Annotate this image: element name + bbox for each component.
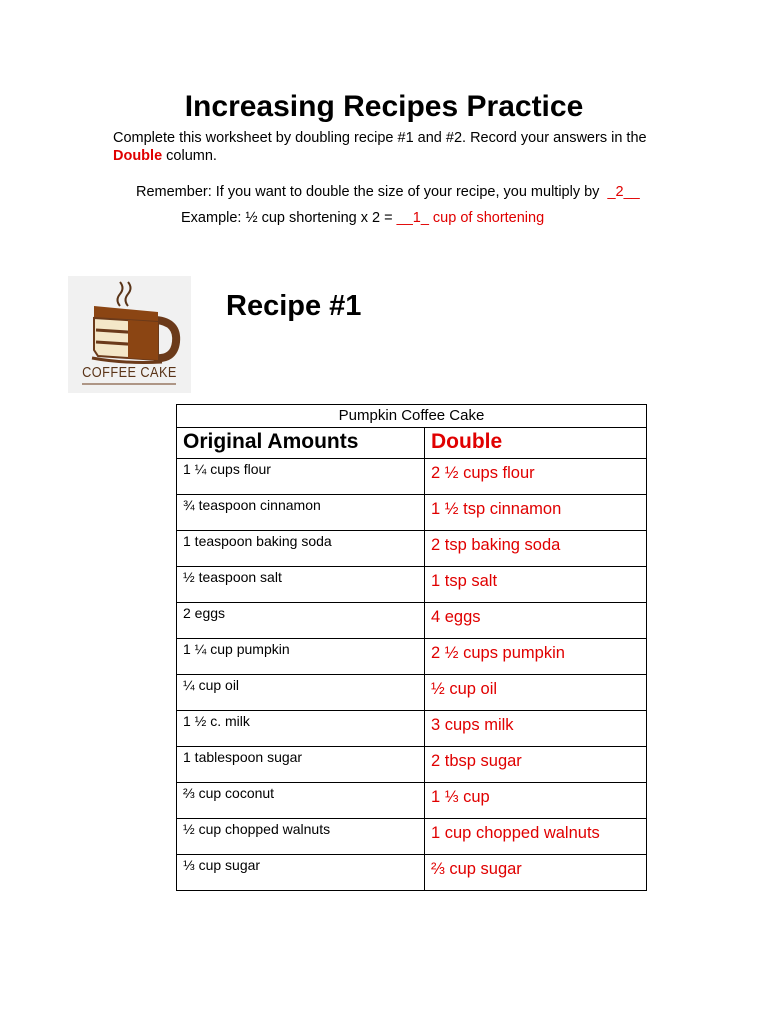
double-amount-cell: 1 ⅓ cup (425, 783, 647, 819)
original-amount-cell: 1 ½ c. milk (177, 711, 425, 747)
page-title: Increasing Recipes Practice (184, 90, 584, 123)
table-row (177, 819, 647, 855)
table-row (177, 747, 647, 783)
table-row (177, 531, 647, 567)
remember-line (136, 184, 640, 200)
example-answer: __1_ cup of shortening (396, 210, 545, 226)
original-amount-cell: 1 teaspoon baking soda (177, 531, 425, 567)
table-row (177, 459, 647, 495)
remember-answer: _2__ (607, 184, 640, 200)
table-row (177, 675, 647, 711)
remember-text: Remember: If you want to double the size of your recipe, you multiply by (136, 184, 600, 200)
original-amount-cell: ½ teaspoon salt (177, 567, 425, 603)
double-amount-cell: ⅔ cup sugar (425, 855, 647, 891)
table-row (177, 783, 647, 819)
double-amount-cell: 2 ½ cups pumpkin (425, 639, 647, 675)
double-amount-cell: ½ cup oil (425, 675, 647, 711)
instructions-text-end: column. (166, 148, 217, 164)
table-row (177, 855, 647, 891)
double-amount-cell: 1 ½ tsp cinnamon (425, 495, 647, 531)
example-text: Example: ½ cup shortening x 2 = (181, 210, 393, 226)
table-caption: Pumpkin Coffee Cake (177, 405, 647, 428)
instructions-text: Complete this worksheet by doubling recipe #1 and #2. Record your answers in the (113, 130, 647, 146)
original-amount-cell: ½ cup chopped walnuts (177, 819, 425, 855)
double-amount-cell: 4 eggs (425, 603, 647, 639)
original-amount-cell: ¾ teaspoon cinnamon (177, 495, 425, 531)
original-amount-cell: ¼ cup oil (177, 675, 425, 711)
double-amount-cell: 1 cup chopped walnuts (425, 819, 647, 855)
recipe-table (176, 404, 647, 891)
recipe-heading: Recipe #1 (226, 290, 362, 322)
table-row (177, 495, 647, 531)
original-amount-cell: 1 ¼ cups flour (177, 459, 425, 495)
double-amount-cell: 2 ½ cups flour (425, 459, 647, 495)
original-amount-cell: ⅓ cup sugar (177, 855, 425, 891)
original-amount-cell: 2 eggs (177, 603, 425, 639)
original-amount-cell: 1 ¼ cup pumpkin (177, 639, 425, 675)
column-header-original: Original Amounts (177, 428, 425, 459)
table-row (177, 711, 647, 747)
double-keyword: Double (113, 148, 163, 164)
coffee-cake-logo (68, 276, 191, 393)
double-amount-cell: 2 tbsp sugar (425, 747, 647, 783)
original-amount-cell: 1 tablespoon sugar (177, 747, 425, 783)
double-amount-cell: 3 cups milk (425, 711, 647, 747)
original-amount-cell: ⅔ cup coconut (177, 783, 425, 819)
instructions (113, 129, 683, 165)
double-amount-cell: 1 tsp salt (425, 567, 647, 603)
double-amount-cell: 2 tsp baking soda (425, 531, 647, 567)
table-row (177, 603, 647, 639)
table-row (177, 567, 647, 603)
column-header-double: Double (425, 428, 647, 459)
example-line (181, 210, 544, 226)
table-row (177, 639, 647, 675)
logo-text: COFFEE CAKE (82, 364, 177, 381)
